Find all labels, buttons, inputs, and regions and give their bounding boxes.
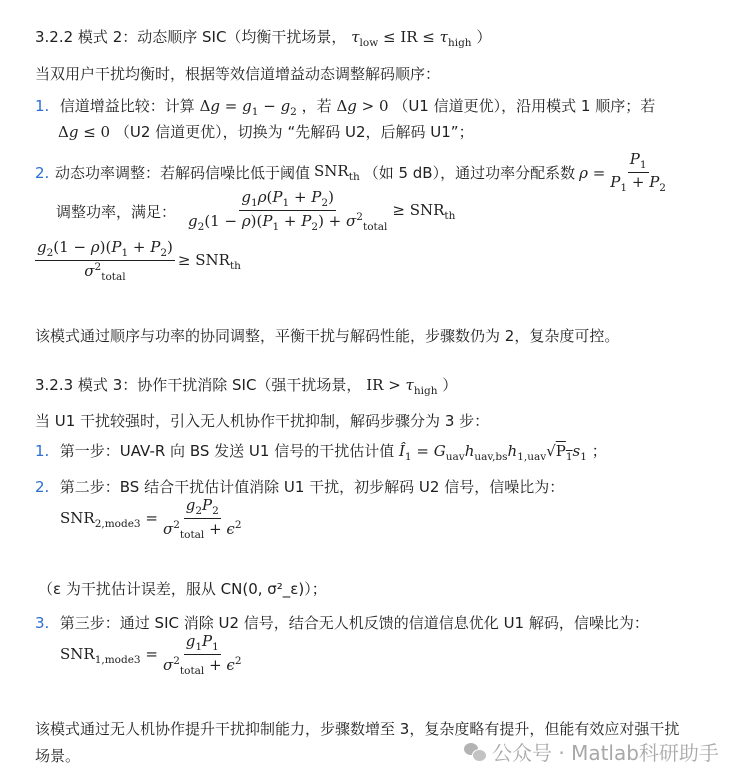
math-fraction: $\frac{g_2(1 - \rho)(P_1 + P_2)}{\sigma^2_{total}}$ <box>37 238 173 284</box>
watermark-text: 公众号 · Matlab科研助手 <box>492 741 719 765</box>
item-text: ，若 <box>301 97 332 115</box>
section-322-heading <box>35 26 491 49</box>
math-delta-g-nonpositive: Δg ≤ 0 <box>58 123 111 141</box>
heading-text: 3.2.2 模式 2：动态顺序 SIC（均衡干扰场景， <box>35 28 347 46</box>
math-delta-g: $\Delta g = g_1 - g_2$ <box>199 97 297 118</box>
list-number: 2. <box>35 478 50 496</box>
math-interference-estimate: $Î_1 = G_{uav}h_{uav,bs}h_{1,uav}√P_1s_1$ <box>398 442 587 463</box>
math-geq-snr: ≥ $SNR_{th}$ <box>392 200 456 222</box>
item-text: 第二步：BS 结合干扰估计值消除 U1 干扰，初步解码 U2 信号，信噪比为： <box>59 478 565 496</box>
heading-text: 3.2.3 模式 3：协作干扰消除 SIC（强干扰场景， <box>35 376 362 394</box>
section-322-summary: 该模式通过顺序与功率的协同调整，平衡干扰与解码性能，步骤数仍为 2，复杂度可控。 <box>35 327 620 345</box>
item-text: 信道增益比较：计算 <box>59 97 195 115</box>
item-text: （如 5 dB），通过功率分配系数 <box>363 164 576 183</box>
math-fraction: $\frac{g_2P_2}{\sigma^2_{total} + \epsilon^2}$ <box>162 496 242 542</box>
math-lhs: $SNR_{1,mode3}$ = <box>60 644 158 666</box>
item-text: 第一步：UAV-R 向 BS 发送 U1 信号的干扰估计值 <box>59 442 395 460</box>
item-text: 动态功率调整：若解码信噪比低于阈值 <box>55 164 311 183</box>
math-snr1-mode3 <box>60 632 247 678</box>
math-fraction: $\frac{g_1P_1}{\sigma^2_{total} + \epsilon^2}$ <box>162 632 242 678</box>
list-number: 2. <box>35 163 50 182</box>
list-item-2-line2 <box>56 188 455 234</box>
item-text: ； <box>591 442 607 460</box>
heading-close: ） <box>476 28 492 46</box>
watermark <box>464 737 719 766</box>
list-number: 1. <box>35 442 50 460</box>
step-1 <box>35 440 607 463</box>
math-snr-th: $SNR_{th}$ <box>314 162 360 184</box>
item-text: 第三步：通过 SIC 消除 U2 信号，结合无人机反馈的信道信息优化 U1 解码，信噪比为： <box>59 614 649 632</box>
section-323-heading <box>35 374 457 397</box>
list-item-1 <box>35 95 655 118</box>
section-323-summary-line2: 场景。 <box>35 747 81 765</box>
math-rho: ρ = <box>579 163 606 182</box>
heading-math: $\tau_{low}$ ≤ IR ≤ $\tau_{high}$ <box>351 28 472 49</box>
epsilon-note: （ε 为干扰估计误差，服从 CN(0, σ²_ε)）； <box>38 580 327 598</box>
step-2 <box>35 476 564 497</box>
math-geq-snr: ≥ $SNR_{th}$ <box>177 250 241 272</box>
math-rho-fraction: $\frac{P_1}{P_1 + P_2}$ <box>610 150 666 195</box>
math-inequality-1: $\frac{g_1\rho(P_1 + P_2)}{g_2(1 - \rho)(P_1 + P_2) + \sigma^2_{total}}$ <box>188 188 388 234</box>
item-text: （U1 信道更优），沿用模式 1 顺序；若 <box>393 97 656 115</box>
step-3 <box>35 612 649 633</box>
section-323-intro: 当 U1 干扰较强时，引入无人机协作干扰抑制，解码步骤分为 3 步： <box>35 412 490 430</box>
heading-math: IR > $\tau_{high}$ <box>366 376 438 397</box>
section-322-intro: 当双用户干扰均衡时，根据等效信道增益动态调整解码顺序： <box>35 65 441 83</box>
item-text: （U2 信道更优），切换为 “先解码 U2，后解码 U1”； <box>114 123 474 141</box>
math-inequality-2 <box>35 238 241 284</box>
math-delta-g-positive: Δg > 0 <box>336 97 389 115</box>
list-number: 1. <box>35 97 50 115</box>
math-snr2-mode3 <box>60 496 247 542</box>
wechat-icon <box>464 743 486 761</box>
math-lhs: $SNR_{2,mode3}$ = <box>60 508 158 530</box>
heading-close: ） <box>442 376 458 394</box>
list-item-1-line2 <box>58 121 474 142</box>
section-323-summary-line1: 该模式通过无人机协作提升干扰抑制能力，步骤数增至 3，复杂度略有提升，但能有效应对强干扰 <box>35 720 680 738</box>
item-text: 调整功率，满足： <box>56 202 177 221</box>
list-number: 3. <box>35 614 50 632</box>
